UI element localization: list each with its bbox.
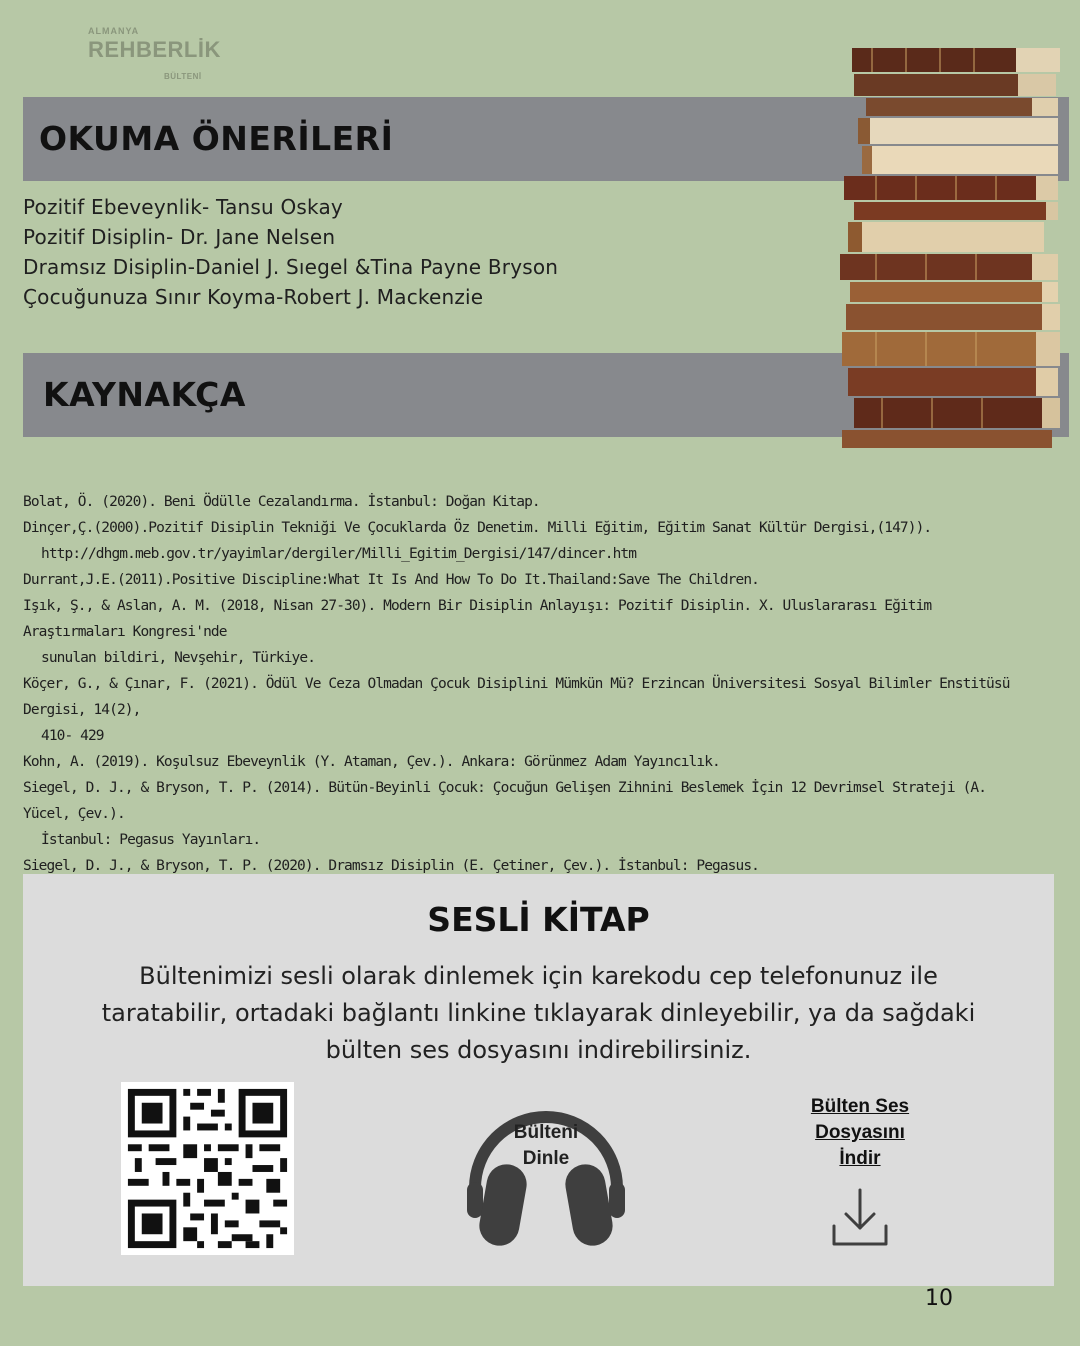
reference-continuation: sunulan bildiri, Nevşehir, Türkiye. <box>41 650 316 666</box>
logo-top-text: ALMANYA <box>88 26 140 36</box>
reading-list <box>23 192 558 312</box>
reference-text: Dinçer,Ç.(2000).Pozitif Disiplin Tekniği Ve Çocuklarda Öz Denetim. Milli Eğitim, Eğitim Sanat Kültür Dergisi,(147)). <box>23 520 932 536</box>
reading-item: Pozitif Disiplin- Dr. Jane Nelsen <box>23 225 336 249</box>
download-label-line[interactable]: Bülten Ses <box>810 1096 910 1117</box>
reference-text: Durrant,J.E.(2011).Positive Discipline:What It Is And How To Do It.Thailand:Save The Children. <box>23 572 759 588</box>
listen-label <box>461 1120 631 1172</box>
reference-item <box>23 593 1033 671</box>
reference-text: Köçer, G., & Çınar, F. (2021). Ödül Ve Ceza Olmadan Çocuk Disiplini Mümkün Mü? Erzincan Üniversitesi Sosyal Bilimler Enstitüsü Dergisi, 14(2), <box>23 676 1010 718</box>
page-number: 10 <box>925 1286 953 1311</box>
reference-item <box>23 671 1033 749</box>
reading-item: Dramsız Disiplin-Daniel J. Sıegel &Tina Payne Bryson <box>23 255 559 279</box>
book-stack-image <box>836 40 1068 450</box>
reference-item <box>23 489 1033 515</box>
reference-item <box>23 775 1033 853</box>
reference-list <box>23 489 1033 905</box>
reference-continuation: 410- 429 <box>41 728 104 744</box>
reference-text: Işık, Ş., & Aslan, A. M. (2018, Nisan 27-30). Modern Bir Disiplin Anlayışı: Pozitif Disiplin. X. Uluslararası Eğitim Araştırmaları Kongresi'nde <box>23 598 932 640</box>
audiobook-description: Bültenimizi sesli olarak dinlemek için karekodu cep telefonunuz ile taratabilir, ortadaki bağlantı linkine tıklayarak dinleyebilir, ya da sağdaki bülten ses dosyasını indirebilirsiniz. <box>101 962 976 1064</box>
reference-url: http://dhgm.meb.gov.tr/yayimlar/dergiler/Milli_Egitim_Dergisi/147/dincer.htm <box>41 546 637 562</box>
reference-item <box>23 515 1033 567</box>
reading-item: Pozitif Ebeveynlik- Tansu Oskay <box>23 195 343 219</box>
logo-bottom-text: BÜLTENİ <box>164 72 202 81</box>
reference-text: Siegel, D. J., & Bryson, T. P. (2020). Dramsız Disiplin (E. Çetiner, Çev.). İstanbul: Pegasus. <box>23 858 759 874</box>
reference-text: Kohn, A. (2019). Koşulsuz Ebeveynlik (Y. Ataman, Çev.). Ankara: Görünmez Adam Yayıncılık. <box>23 754 720 770</box>
newsletter-logo <box>88 26 221 81</box>
reference-text: Siegel, D. J., & Bryson, T. P. (2014). Bütün-Beyinli Çocuk: Çocuğun Gelişen Zihnini Beslemek İçin 12 Devrimsel Strateji (A. Yücel, Çev.). <box>23 780 987 822</box>
book-stack-drawing <box>840 48 1060 448</box>
reference-item <box>23 749 1033 775</box>
reading-item: Çocuğunuza Sınır Koyma-Robert J. Mackenzie <box>23 285 484 309</box>
reference-continuation: İstanbul: Pegasus Yayınları. <box>41 832 261 848</box>
download-label-line[interactable]: Dosyasını <box>815 1122 905 1143</box>
logo-main-text: REHBERLİK <box>88 37 221 62</box>
reference-item <box>23 567 1033 593</box>
listen-label-line: Bülteni <box>513 1122 579 1143</box>
audiobook-section <box>23 874 1054 1286</box>
listen-label-line: Dinle <box>522 1148 570 1169</box>
download-audio-link[interactable] <box>795 1094 925 1248</box>
reading-section-title: OKUMA ÖNERİLERİ <box>39 119 394 158</box>
reference-text: Bolat, Ö. (2020). Beni Ödülle Cezalandırma. İstanbul: Doğan Kitap. <box>23 494 540 510</box>
listen-link[interactable] <box>461 1078 631 1250</box>
download-label-line[interactable]: İndir <box>839 1148 881 1169</box>
download-icon[interactable] <box>830 1186 890 1248</box>
audiobook-title: SESLİ KİTAP <box>427 900 650 939</box>
qr-code[interactable] <box>121 1082 294 1255</box>
references-section-title: KAYNAKÇA <box>43 375 246 414</box>
